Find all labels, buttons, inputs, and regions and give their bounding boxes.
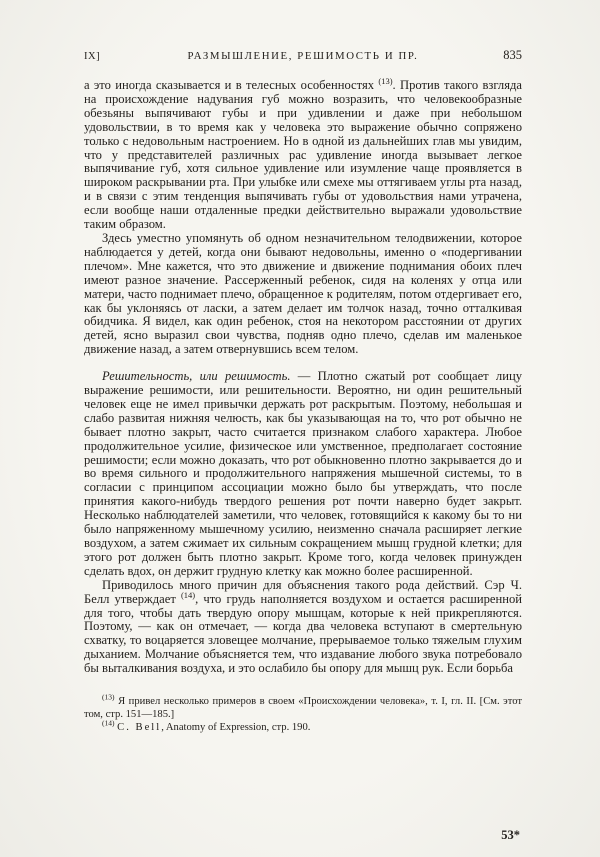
paragraph-1 [84,75,522,232]
paragraph-2 [84,232,522,357]
author-name: C. Bell [117,721,162,733]
footnote-marker-13: (13) [102,692,115,702]
footnote-marker-14: (14) [102,718,115,728]
footnote-14 [84,718,522,735]
paragraph-text: . Против такого взгляда на происхождение надувания губ можно возразить, что человекообразные обезьяны выпячивают губы и при удивлении и даже при небольшом удовольствии, в то время как у человека это выражение обычно сопряжено только с недовольным настроением. Но в одной из дальнейших глав мы увидим, что у представителей различных рас удивление иногда вызывает легкое выпячивание губ, хотя сильное удивление или изумление чаще проявляется в широком раскрывании рта. При улыбке или смехе мы оттягиваем углы рта назад, и в связи с этим тенденция выпячивать губы от удовольствия нами утрачена, если вообще наши отдаленные предки действительно выражали удовольствие таким образом. [84,78,522,232]
paragraph-text: Здесь уместно упомянуть об одном незначительном телодвижении, которое наблюдается у детей, когда они бывают недовольны, именно о «подергивании плечом». Мне кажется, что это движение и движение поднимания обоих плеч имеют разное значение. Рассерженный ребенок, сидя на коленях у отца или матери, часто поднимает плечо, обращенное к родителям, потом отдергивает его, как бы уклоняясь от ласки, а затем делает им толчок назад, точно отталкивая обидчика. Я видел, как один ребенок, стоя на некотором расстоянии от других детей, ясно выразил свои чувства, подняв одно плечо, сделав им маленькое движение назад, а затем отвернувшись всем телом. [84,230,522,357]
paragraph-text: Приводилось много причин для объяснения такого рода действий. Сэр Ч. Белл утверждает [84,577,522,606]
running-title: РАЗМЫШЛЕНИЕ, РЕШИМОСТЬ И ПР. [187,50,419,62]
chapter-number: IX] [84,51,101,62]
paragraph-text: — Плотно сжатый рот сообщает лицу выражение решимости, или решительности. Вероятно, ни один решительный человек еще не имел привычки держать рот раскрытым. Поэтому, небольшая и слабо развитая нижняя челюсть, как бы указывающая на то, что рот обычно не бывает плотно закрыт, часто считается признаком слабого характера. Любое продолжительное усилие, физическое или умственное, предполагает состояние решимости; если можно доказать, что рот обыкновенно плотно закрывается до и во время сильного и продолжительного напряжения мышечной системы, то в согласии с принципом ассоциации можно было бы утверждать, что после принятия какого-нибудь твердого решения рот почти наверно будет закрыт. Несколько наблюдателей заметили, что человек, готовящийся к какому бы то ни было напряженному мышечному усилию, неизменно сначала расширяет легкие воздухом, а затем сжимает их сильным сокращением мышц грудной клетки; для этого рот должен быть плотно закрыт. Кроме того, когда человек принужден сделать вдох, он держит грудную клетку как можно более расширенной. [84,369,522,578]
paragraph-3 [84,370,522,579]
section-heading: Решительность, или решимость. [102,369,291,384]
paragraph-text: , что грудь наполняется воздухом и остается расширенной для того, чтобы дать твердую опору мышцам, которые к ней прикрепляются. Поэтому, — как он отмечает, — когда два человека вступают в смертельную схватку, то воцаряется зловещее молчание, прерываемое только тяжелым глухим дыханием. Молчание объясняется тем, что издавание любого звука потребовало бы выталкивания воздуха, и это ослабило бы опору для мышц рук. Если борьба [84,591,522,676]
paragraph-text: а это иногда сказывается и в телесных особенностях [84,78,379,92]
footnotes [84,692,522,734]
paragraph-4 [84,579,522,676]
page-header [84,48,522,63]
footnote-ref-14: (14) [180,589,196,600]
footnote-ref-13: (13) [378,75,393,86]
sheet-signature: 53* [501,828,520,842]
page-number: 835 [503,48,522,62]
footnote-text: , Anatomy of Expression, стр. 190. [161,721,311,733]
text-block [84,75,522,676]
footnote-13 [84,692,522,722]
footnote-text: Я привел несколько примеров в своем «Происхождении человека», т. I, гл. II. [См. этот том, стр. 151—185.] [84,696,522,720]
